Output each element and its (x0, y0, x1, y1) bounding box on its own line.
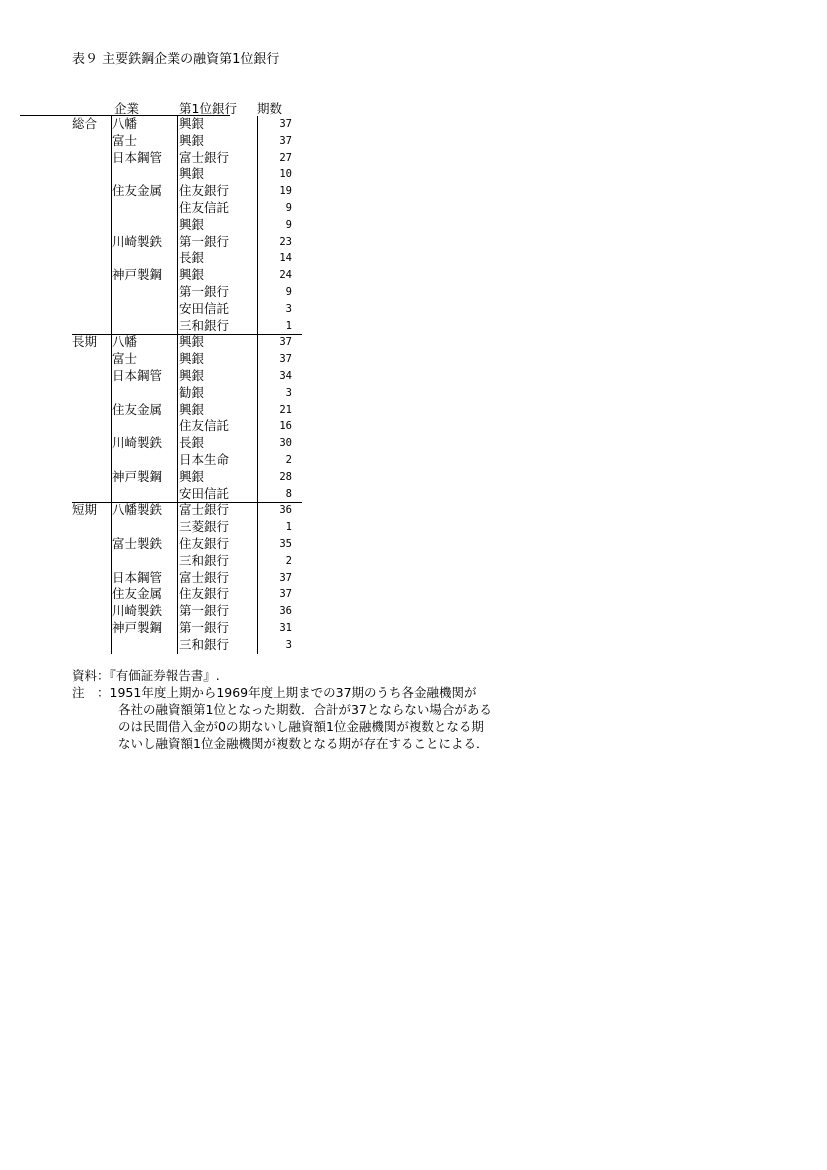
section-label: 短期 (72, 502, 98, 518)
bank-cell: 興銀 (179, 401, 205, 417)
bank-cell: 富士銀行 (179, 149, 230, 165)
table-header (72, 99, 304, 116)
table-row (72, 486, 304, 503)
bank-cell: 安田信託 (179, 300, 230, 316)
note-line: のは民間借入金が0の期ないし融資額1位金融機関が複数となる期 (118, 719, 484, 734)
bank-cell: 三和銀行 (179, 636, 230, 652)
section-rule (72, 334, 302, 335)
periods-cell: 37 (279, 353, 292, 366)
bank-cell: 興銀 (179, 468, 205, 484)
notes (72, 667, 492, 752)
table-row (72, 334, 304, 351)
bank-cell: 長銀 (179, 435, 205, 451)
bank-cell: 興銀 (179, 351, 205, 367)
periods-cell: 28 (279, 470, 292, 483)
bank-cell: 興銀 (179, 216, 205, 232)
periods-cell: 8 (285, 487, 292, 500)
periods-cell: 37 (279, 336, 292, 349)
bank-cell: 興銀 (179, 116, 205, 131)
periods-cell: 9 (285, 285, 292, 298)
periods-cell: 9 (285, 218, 292, 231)
bank-cell: 興銀 (179, 132, 205, 148)
periods-cell: 24 (279, 269, 292, 282)
section-label: 総合 (72, 116, 98, 131)
company-cell: 日本鋼管 (112, 367, 163, 383)
periods-cell: 9 (285, 201, 292, 214)
table-row (72, 351, 304, 368)
bank-cell: 興銀 (179, 267, 205, 283)
company-cell: 富士 (112, 132, 138, 148)
company-cell: 富士 (112, 351, 138, 367)
bank-column-rule (177, 116, 178, 654)
bank-cell: 長銀 (179, 250, 205, 266)
bank-cell: 勧銀 (179, 384, 205, 400)
table-row (72, 200, 304, 217)
table-row (72, 368, 304, 385)
company-cell: 川崎製鉄 (112, 435, 163, 451)
periods-cell: 34 (279, 369, 292, 382)
table-row (72, 250, 304, 267)
table-row (72, 519, 304, 536)
bank-cell: 第一銀行 (179, 283, 230, 299)
table-row (72, 133, 304, 150)
company-cell: 川崎製鉄 (112, 233, 163, 249)
bank-cell: 三菱銀行 (179, 519, 230, 535)
bank-cell: 富士銀行 (179, 569, 230, 585)
table-row (72, 418, 304, 435)
table-row (72, 435, 304, 452)
company-cell: 八幡製鉄 (112, 502, 163, 518)
bank-cell: 第一銀行 (179, 233, 230, 249)
table-row (72, 284, 304, 301)
table-row (72, 217, 304, 234)
company-cell: 住友金属 (112, 586, 163, 602)
company-cell: 日本鋼管 (112, 149, 163, 165)
table-row (72, 116, 304, 133)
table-row (72, 469, 304, 486)
bank-cell: 興銀 (179, 166, 205, 182)
table-row (72, 570, 304, 587)
company-cell: 神戸製鋼 (112, 468, 163, 484)
company-cell: 住友金属 (112, 401, 163, 417)
section-rule (72, 502, 302, 503)
bank-cell: 三和銀行 (179, 317, 230, 333)
periods-cell: 36 (279, 605, 292, 618)
bank-cell: 住友信託 (179, 418, 230, 434)
header-company: 企業 (114, 101, 140, 116)
bank-cell: 興銀 (179, 367, 205, 383)
table-row (72, 234, 304, 251)
company-cell: 日本鋼管 (112, 569, 163, 585)
company-cell: 神戸製鋼 (112, 267, 163, 283)
periods-cell: 10 (279, 168, 292, 181)
page-title: 表９ 主要鉄鋼企業の融資第1位銀行 (72, 52, 280, 67)
periods-cell: 3 (285, 302, 292, 315)
periods-cell: 36 (279, 504, 292, 517)
table-row (72, 603, 304, 620)
section-label: 長期 (72, 334, 98, 350)
periods-cell: 2 (285, 453, 292, 466)
company-cell: 八幡 (112, 334, 138, 350)
periods-cell: 37 (279, 571, 292, 584)
periods-cell: 30 (279, 437, 292, 450)
periods-cell: 27 (279, 151, 292, 164)
table-body (72, 116, 304, 654)
company-cell: 住友金属 (112, 183, 163, 199)
table-row (72, 385, 304, 402)
table-row (72, 620, 304, 637)
periods-cell: 1 (285, 521, 292, 534)
table-row (72, 586, 304, 603)
table-row (72, 536, 304, 553)
note-first-line (72, 684, 492, 701)
bank-cell: 富士銀行 (179, 502, 230, 518)
source-note: 資料：『有価証券報告書』. (72, 668, 220, 683)
periods-cell: 31 (279, 621, 292, 634)
company-cell: 川崎製鉄 (112, 603, 163, 619)
table-row (72, 183, 304, 200)
periods-cell: 37 (279, 134, 292, 147)
periods-cell: 14 (279, 252, 292, 265)
periods-cell: 37 (279, 118, 292, 130)
table-row (72, 166, 304, 183)
note-label: 注 ： (72, 685, 110, 700)
company-cell: 神戸製鋼 (112, 619, 163, 635)
periods-cell: 2 (285, 554, 292, 567)
header-periods: 期数 (257, 101, 283, 116)
periods-cell: 16 (279, 420, 292, 433)
periods-cell: 3 (285, 638, 292, 651)
bank-cell: 興銀 (179, 334, 205, 350)
bank-cell: 住友信託 (179, 199, 230, 215)
periods-column-rule (257, 116, 258, 654)
bank-cell: 安田信託 (179, 485, 230, 501)
bank-cell: 第一銀行 (179, 619, 230, 635)
table-row (72, 637, 304, 654)
table-row (72, 301, 304, 318)
note-text: 1951年度上期から1969年度上期までの37期のうち各金融機関が (109, 685, 477, 700)
bank-cell: 第一銀行 (179, 603, 230, 619)
table-row (72, 553, 304, 570)
company-cell: 富士製鉄 (112, 535, 163, 551)
table-row (72, 150, 304, 167)
note-line: 各社の融資額第1位となった期数．合計が37とならない場合がある (118, 702, 492, 717)
table-row (72, 502, 304, 519)
company-cell: 八幡 (112, 116, 138, 131)
periods-cell: 21 (279, 403, 292, 416)
periods-cell: 19 (279, 185, 292, 198)
bank-cell: 住友銀行 (179, 535, 230, 551)
table-row (72, 318, 304, 335)
company-column-rule (111, 116, 112, 654)
periods-cell: 35 (279, 537, 292, 550)
table-row (72, 452, 304, 469)
note-line: ないし融資額1位金融機関が複数となる期が存在することによる． (118, 736, 489, 751)
periods-cell: 1 (285, 319, 292, 332)
bank-cell: 日本生命 (179, 451, 230, 467)
table-row (72, 402, 304, 419)
financing-table (72, 99, 304, 654)
bank-cell: 三和銀行 (179, 552, 230, 568)
periods-cell: 23 (279, 235, 292, 248)
bank-cell: 住友銀行 (179, 586, 230, 602)
header-bank: 第1位銀行 (179, 101, 237, 116)
periods-cell: 37 (279, 588, 292, 601)
periods-cell: 3 (285, 386, 292, 399)
table-row (72, 267, 304, 284)
bank-cell: 住友銀行 (179, 183, 230, 199)
